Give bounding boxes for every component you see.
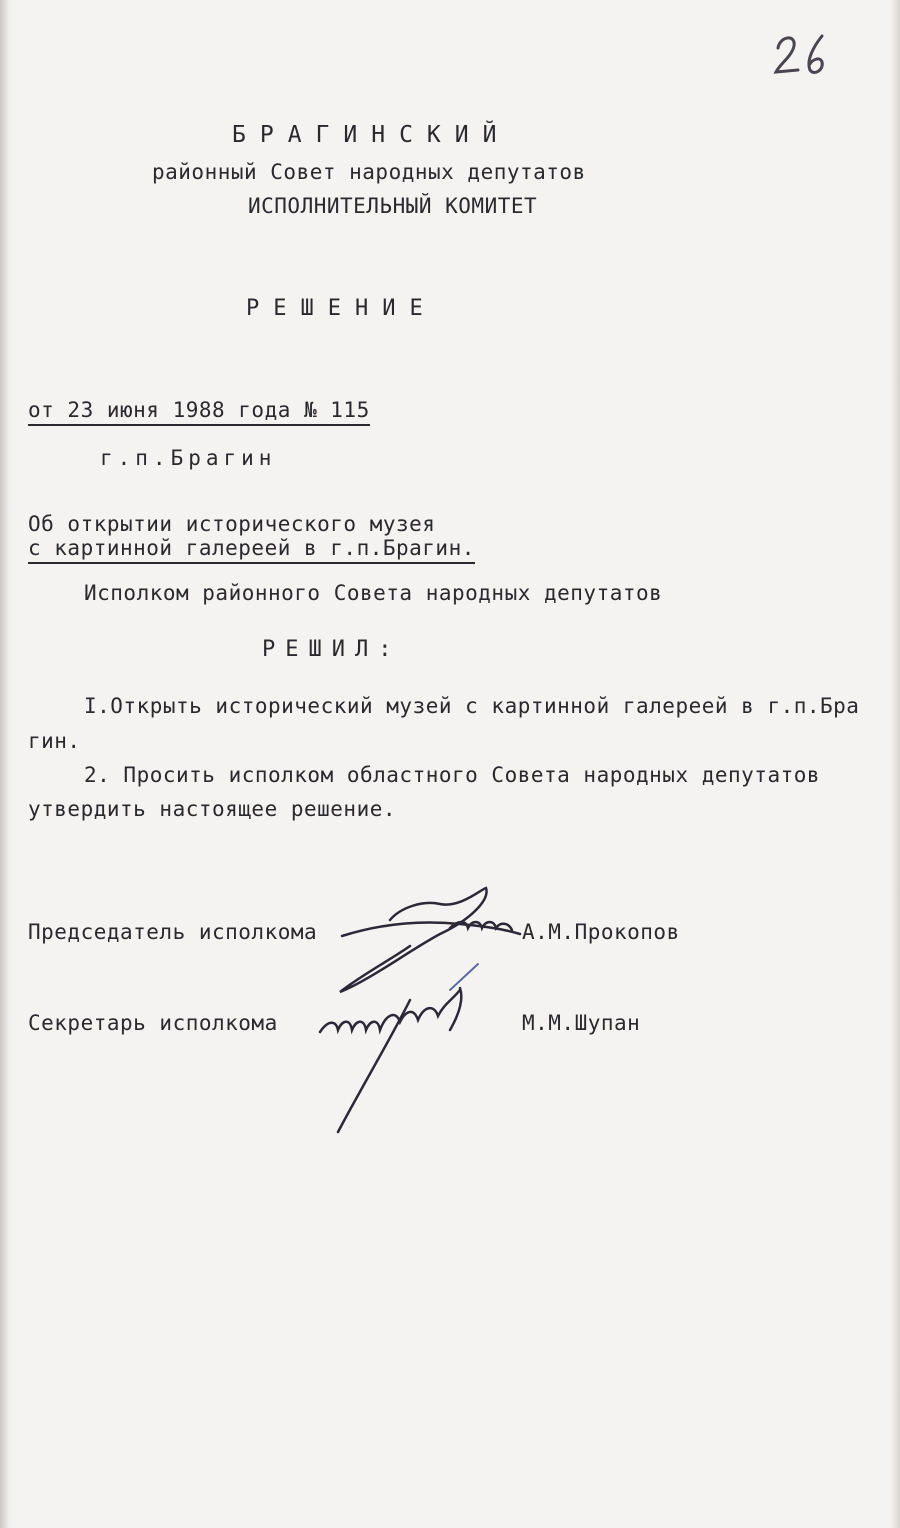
- resolved-heading: РЕШИЛ:: [262, 637, 402, 662]
- secretary-name: М.М.Шупан: [522, 1011, 641, 1035]
- chairman-name: А.М.Прокопов: [522, 920, 680, 944]
- page-number-text: 26: [770, 30, 772, 31]
- chairman-role: Председатель исполкома: [28, 920, 318, 944]
- secretary-signature-icon: [310, 960, 510, 1140]
- subject-line-2: с картинной галереей в г.п.Брагин.: [28, 536, 475, 564]
- item-1-line-2: гин.: [28, 729, 81, 753]
- header-committee: ИСПОЛНИТЕЛЬНЫЙ КОМИТЕТ: [248, 194, 538, 218]
- preamble: Исполком районного Совета народных депутатов: [84, 581, 663, 605]
- document-type: РЕШЕНИЕ: [246, 296, 437, 321]
- header-district: БРАГИНСКИЙ: [232, 122, 511, 148]
- place-of-issue: г.п.Брагин: [100, 446, 277, 470]
- header-council: районный Совет народных депутатов: [152, 160, 586, 184]
- decision-date-number: от 23 июня 1988 года № 115: [28, 398, 370, 426]
- secretary-role: Секретарь исполкома: [28, 1011, 278, 1035]
- subject-line-1: Об открытии исторического музея: [28, 512, 436, 536]
- item-2-line-1: 2. Просить исполком областного Совета народных депутатов: [84, 763, 821, 787]
- page-number-handwritten: [770, 30, 840, 80]
- item-2-line-2: утвердить настоящее решение.: [28, 797, 397, 821]
- item-1-line-1: I.Открыть исторический музей с картинной галереей в г.п.Бра: [84, 694, 860, 718]
